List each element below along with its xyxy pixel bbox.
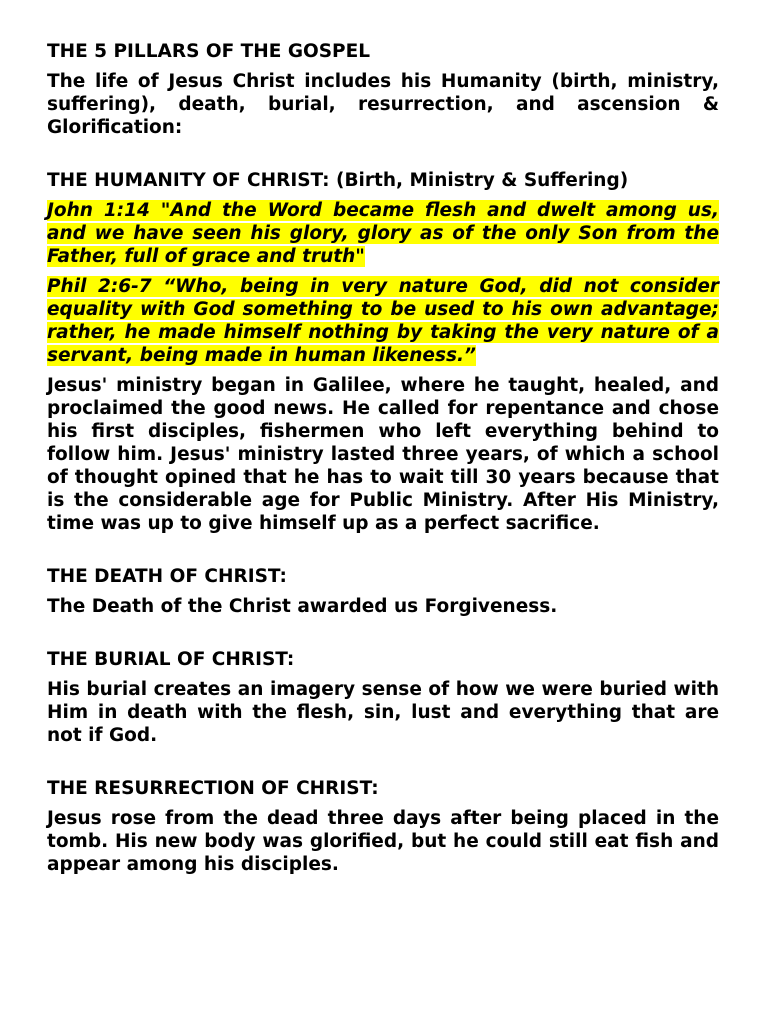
death-body: The Death of the Christ awarded us Forgiveness. bbox=[47, 596, 558, 617]
resurrection-heading: THE RESURRECTION OF CHRIST: bbox=[47, 778, 379, 799]
resurrection-body: Jesus rose from the dead three days after being placed in the tomb. His new body was glorified, but he could still eat fish and appear among his disciples. bbox=[47, 808, 719, 875]
death-heading: THE DEATH OF CHRIST: bbox=[47, 566, 287, 587]
verse-john-1-14 bbox=[47, 199, 719, 268]
verse-phil-text: “Who, being in very nature God, did not consider equality with God something to be used to his own advantage; rather, he made himself nothing by taking the very nature of a servant, being made in human likeness.” bbox=[47, 276, 719, 366]
burial-heading: THE BURIAL OF CHRIST: bbox=[47, 649, 295, 670]
intro-paragraph: The life of Jesus Christ includes his Humanity (birth, ministry, suffering), death, burial, resurrection, and ascension & Glorification: bbox=[47, 71, 719, 138]
document-title: THE 5 PILLARS OF THE GOSPEL bbox=[47, 41, 371, 62]
verse-john-ref: John 1:14 bbox=[47, 200, 150, 221]
verse-phil-ref: Phil 2:6-7 bbox=[47, 276, 152, 297]
humanity-body: Jesus' ministry began in Galilee, where he taught, healed, and proclaimed the good news. He called for repentance and chose his first disciples, fishermen who left everything behind to follow him. Jesus' ministry lasted three years, of which a school of thought opined that he has to wait till 30 years because that is the considerable age for Public Ministry. After His Ministry, time was up to give himself up as a perfect sacrifice. bbox=[47, 375, 719, 534]
document-page bbox=[47, 40, 719, 876]
humanity-heading: THE HUMANITY OF CHRIST: (Birth, Ministry & Suffering) bbox=[47, 170, 629, 191]
verse-john-text: "And the Word became flesh and dwelt among us, and we have seen his glory, glory as of the only Son from the Father, full of grace and truth" bbox=[47, 200, 719, 267]
verse-phil-2-6-7 bbox=[47, 275, 719, 367]
burial-body: His burial creates an imagery sense of how we were buried with Him in death with the flesh, sin, lust and everything that are not if God. bbox=[47, 679, 719, 746]
